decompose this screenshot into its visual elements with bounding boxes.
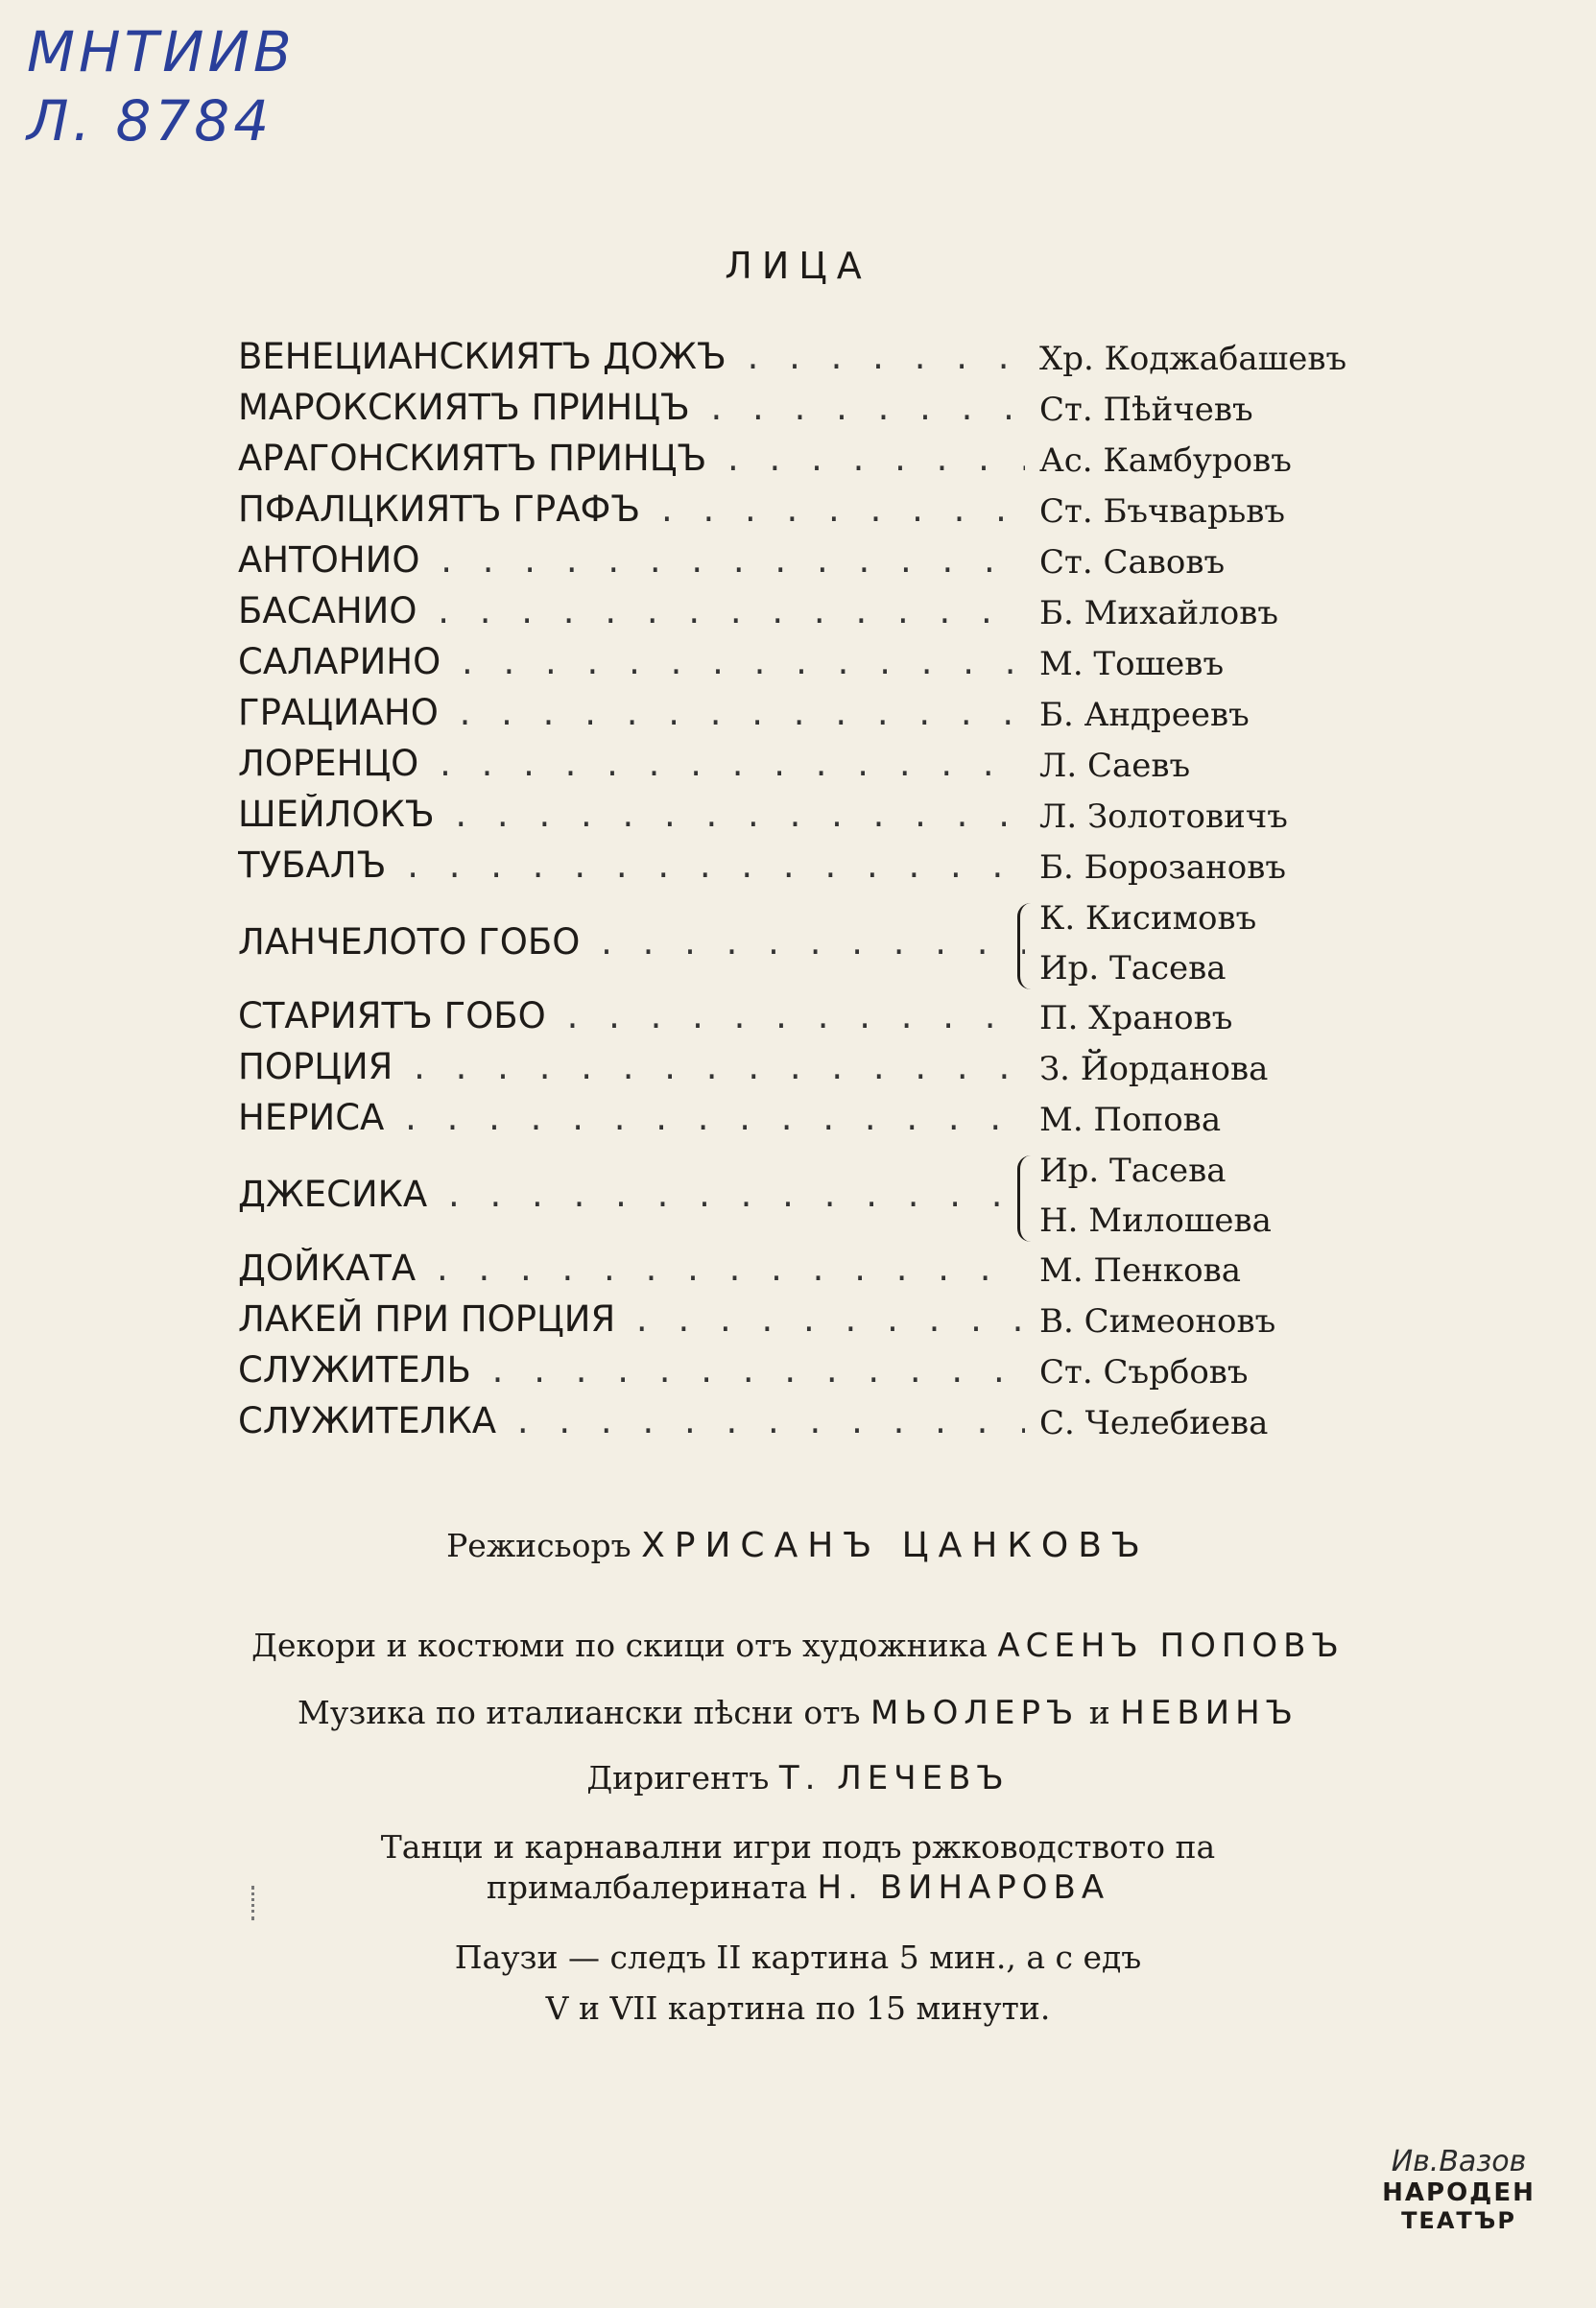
actor-name: Б. Борозановъ (1039, 848, 1287, 887)
cast-row (238, 488, 1390, 539)
logo-signature: Ив.Вазов (1391, 2145, 1527, 2178)
cast-row (238, 590, 1390, 641)
brace-mark (1017, 903, 1034, 989)
cast-row (238, 1248, 1390, 1298)
actor-name: В. Симеоновъ (1039, 1302, 1276, 1341)
actor-name: Ст. Сърбовъ (1039, 1353, 1249, 1392)
brace-mark (1017, 1155, 1034, 1242)
cast-row (238, 387, 1390, 438)
cast-row (238, 995, 1390, 1046)
cast-row (238, 336, 1390, 387)
actor-name: М. Тошевъ (1039, 645, 1225, 683)
role-name: ЛОРЕНЦО . . . (238, 743, 1025, 784)
music-and: и (1088, 1694, 1110, 1731)
role-name: АРАГОНСКИЯТЪ ПРИНЦЪ . . . (238, 438, 1025, 479)
page-title: ЛИЦА (725, 245, 871, 287)
handwritten-line-1: МНТИИВ (27, 19, 296, 84)
decor-name: АСЕНЪ ПОПОВЪ (997, 1627, 1345, 1665)
actor-name: Ст. Бъчварьвъ (1039, 492, 1285, 531)
role-name: ПФАЛЦКИЯТЪ ГРАФЪ . . . (238, 488, 1025, 530)
actor-name: Ир. Тасева (1039, 949, 1227, 987)
music-name-2: НЕВИНЪ (1120, 1694, 1298, 1732)
role-name: СЛУЖИТЕЛЬ . . . (238, 1349, 1025, 1391)
cast-row (238, 895, 1390, 995)
role-name: НЕРИСА . . . (238, 1097, 1025, 1138)
director-name: ХРИСАНЪ ЦАНКОВЪ (641, 1526, 1150, 1565)
cast-row (238, 743, 1390, 794)
cast-row (238, 1148, 1390, 1248)
role-name: СТАРИЯТЪ ГОБО . . . (238, 995, 1025, 1036)
conductor-line (0, 1759, 1596, 1797)
actor-name: Ас. Камбуровъ (1039, 441, 1292, 480)
cast-row (238, 1097, 1390, 1148)
cast-row (238, 1349, 1390, 1400)
music-name-1: МЬОЛЕРЪ (870, 1694, 1080, 1732)
music-text: Музика по италиански пѣсни отъ (298, 1694, 861, 1731)
handwritten-line-2: Л. 8784 (27, 88, 274, 154)
cast-row (238, 438, 1390, 488)
decor-text: Декори и костюми по скици отъ художника (251, 1627, 988, 1664)
actor-name: Ст. Савовъ (1039, 543, 1226, 582)
pause-line-1: Паузи — следъ II картина 5 мин., а с едъ (454, 1939, 1142, 1976)
role-name: ДОЙКАТА . . . (238, 1248, 1025, 1289)
decor-line (0, 1627, 1596, 1665)
actor-name: З. Йорданова (1039, 1050, 1269, 1088)
actor-name: К. Кисимовъ (1039, 899, 1257, 938)
role-name: СЛУЖИТЕЛКА . . . (238, 1400, 1025, 1441)
role-name: САЛАРИНО . . . (238, 641, 1025, 682)
role-name: ШЕЙЛОКЪ . . . (238, 794, 1025, 835)
dance-line-2-text: прималбалерината (486, 1868, 808, 1906)
role-name: ВЕНЕЦИАНСКИЯТЪ ДОЖЪ . . . (238, 336, 1025, 377)
role-name: ПОРЦИЯ . . . (238, 1046, 1025, 1087)
cast-list (238, 336, 1390, 1451)
role-name: ГРАЦИАНО . . . (238, 692, 1025, 733)
actor-name: Л. Саевъ (1039, 747, 1191, 785)
role-name: БАСАНИО . . . (238, 590, 1025, 631)
role-name: ТУБАЛЪ . . . (238, 845, 1025, 886)
conductor-label: Диригентъ (586, 1759, 770, 1796)
director-label: Режисьоръ (446, 1527, 631, 1564)
actor-name: Б. Андреевъ (1039, 696, 1250, 734)
role-name: МАРОКСКИЯТЪ ПРИНЦЪ . . . (238, 387, 1025, 428)
actor-name: П. Храновъ (1039, 999, 1233, 1037)
actor-name: Н. Милошева (1039, 1202, 1272, 1240)
cast-row (238, 1298, 1390, 1349)
cast-row (238, 539, 1390, 590)
cast-row (238, 1400, 1390, 1451)
cast-row (238, 692, 1390, 743)
logo-line-2: ТЕАТЪР (1401, 2207, 1516, 2234)
theatre-logo (1382, 2145, 1536, 2250)
dance-line-2-name: Н. ВИНАРОВА (817, 1868, 1110, 1907)
role-name: ЛАНЧЕЛОТО ГОБО . . . (238, 921, 1025, 963)
conductor-name: Т. ЛЕЧЕВЪ (778, 1759, 1010, 1797)
cast-row (238, 845, 1390, 895)
pause-line-2: V и VII картина по 15 минути. (545, 1989, 1051, 2027)
cast-row (238, 794, 1390, 845)
logo-line-1: НАРОДЕН (1382, 2178, 1536, 2207)
actor-name: М. Попова (1039, 1101, 1222, 1139)
cast-row (238, 1046, 1390, 1097)
actor-name: С. Челебиева (1039, 1404, 1269, 1442)
actor-name: Б. Михайловъ (1039, 594, 1279, 632)
music-line (0, 1694, 1596, 1732)
dance-line-2 (0, 1868, 1596, 1907)
role-name: ЛАКЕЙ ПРИ ПОРЦИЯ . . . (238, 1298, 1025, 1340)
role-name: ДЖЕСИКА . . . (238, 1174, 1025, 1215)
margin-mark (251, 1886, 274, 1920)
handwritten-archive-note (27, 17, 296, 155)
actor-name: Ир. Тасева (1039, 1152, 1227, 1190)
cast-row (238, 641, 1390, 692)
actor-name: Л. Золотовичъ (1039, 797, 1288, 836)
actor-name: Ст. Пѣйчевъ (1039, 391, 1253, 429)
role-name: АНТОНИО . . . (238, 539, 1025, 581)
actor-name: Хр. Коджабашевъ (1039, 340, 1347, 378)
dance-line-1: Танци и карнавални игри подъ ржководството па (380, 1828, 1216, 1866)
actor-name: М. Пенкова (1039, 1251, 1241, 1290)
director-line (0, 1526, 1596, 1565)
